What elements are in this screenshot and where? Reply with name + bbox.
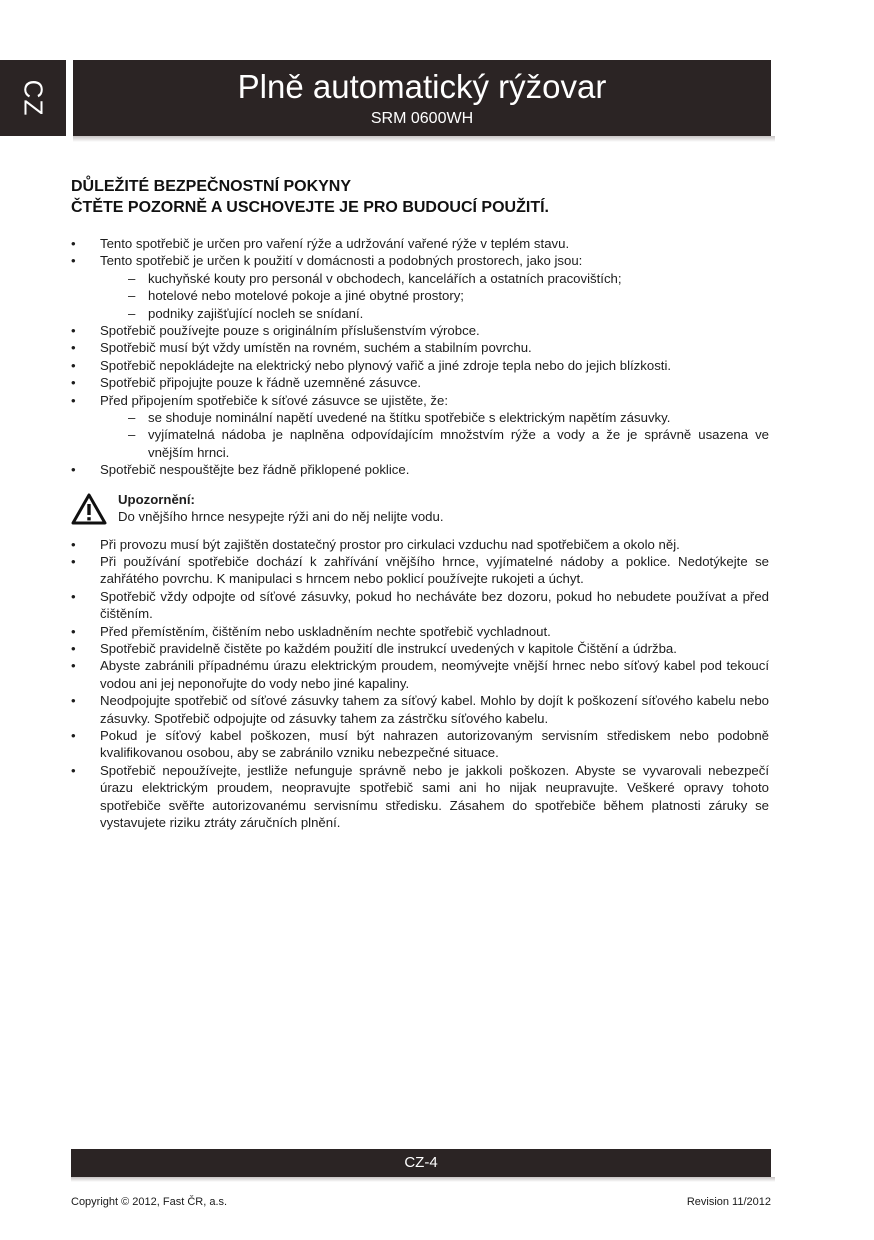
list-item-text: Před připojením spotřebiče k síťové zásuvce se ujistěte, že: — [100, 392, 448, 408]
headline-line-1: DŮLEŽITÉ BEZPEČNOSTNÍ POKYNY — [71, 178, 352, 195]
list-item: • Spotřebič používejte pouze s originálním příslušenstvím výrobce. — [71, 322, 769, 339]
page-title: Plně automatický rýžovar — [237, 68, 607, 105]
headline-line-2: ČTĚTE POZORNĚ A USCHOVEJTE JE PRO BUDOUCÍ POUŽITÍ. — [71, 199, 549, 216]
list-item: • Spotřebič pravidelně čistěte po každém použití dle instrukcí uvedených v kapitole Čištění a údržba. — [71, 640, 769, 657]
copyright-text: Copyright © 2012, Fast ČR, a.s. — [71, 1196, 228, 1208]
page-number: CZ-4 — [404, 1154, 438, 1171]
list-item: • Neodpojujte spotřebič od síťové zásuvky tahem za síťový kabel. Mohlo by dojít k poškození síťového kabelu nebo zásuvky. Spotřebič odpojujte od zásuvky tahem za zástrčku síťového kabelu. — [71, 692, 769, 727]
sub-list-item: – kuchyňské kouty pro personál v obchodech, kancelářích a ostatních pracovištích; — [100, 270, 769, 287]
list-item: • Spotřebič nespouštějte bez řádně přiklopené poklice. — [71, 461, 769, 478]
sub-list — [100, 270, 769, 322]
list-item — [71, 392, 769, 462]
list-item: • Při používání spotřebiče dochází k zahřívání vnějšího hrnce, vyjímatelné nádoby a poklice. Nedotýkejte se zahřátého povrchu. K manipulaci s hrncem nebo poklicí používejte rukojeti a úchyt. — [71, 553, 769, 588]
revision-text: Revision 11/2012 — [686, 1196, 771, 1208]
footer-shadow — [71, 1177, 775, 1182]
list-item: • Spotřebič nepoužívejte, jestliže nefunguje správně nebo je jakkoli poškozen. Abyste se vyvarovali nebezpečí úrazu elektrickým proudem, neopravujte spotřebič sami ani ho nijak neupravujte. Veškeré opravy tohoto spotřebiče svěřte autorizovanému servisnímu středisku. Zásahem do spotřebiče během platnosti záruky se vystavujete riziku ztráty záručních plnění. — [71, 762, 769, 832]
list-item: • Spotřebič připojujte pouze k řádně uzemněné zásuvce. — [71, 374, 769, 391]
sub-list — [100, 409, 769, 461]
sub-list-item: – podniky zajišťující nocleh se snídaní. — [100, 305, 769, 322]
warning-note — [71, 491, 769, 526]
warning-text: Do vnějšího hrnce nesypejte rýži ani do něj nelijte vodu. — [118, 509, 444, 525]
warning-triangle-icon — [71, 493, 107, 525]
list-item: • Při provozu musí být zajištěn dostatečný prostor pro cirkulaci vzduchu nad spotřebičem a okolo něj. — [71, 536, 769, 553]
language-code: CZ — [18, 79, 49, 117]
list-item: • Spotřebič musí být vždy umístěn na rovném, suchém a stabilním povrchu. — [71, 339, 769, 356]
list-item: • Pokud je síťový kabel poškozen, musí být nahrazen autorizovaným servisním střediskem nebo podobně kvalifikovanou osobou, aby se zabránilo vzniku nebezpečné situace. — [71, 727, 769, 762]
header-shadow — [73, 136, 775, 142]
safety-list-1 — [71, 235, 769, 479]
list-item: • Abyste zabránili případnému úrazu elektrickým proudem, neomývejte vnější hrnec nebo síťový kabel pod tekoucí vodou ani jej neponořujte do vody nebo jiné kapaliny. — [71, 657, 769, 692]
sub-list-item: – hotelové nebo motelové pokoje a jiné obytné prostory; — [100, 287, 769, 304]
instructions-content — [71, 235, 769, 831]
page-header — [73, 60, 771, 136]
list-item: • Tento spotřebič je určen pro vaření rýže a udržování vařené rýže v teplém stavu. — [71, 235, 769, 252]
list-item: • Před přemístěním, čištěním nebo uskladněním nechte spotřebič vychladnout. — [71, 623, 769, 640]
list-item-text: Tento spotřebič je určen k použití v domácnosti a podobných prostorech, jako jsou: — [100, 253, 583, 269]
sub-list-item: – se shoduje nominální napětí uvedené na štítku spotřebiče s elektrickým napětím zásuvky. — [100, 409, 769, 426]
language-tab — [0, 60, 66, 136]
list-item: • Spotřebič nepokládejte na elektrický nebo plynový vařič a jiné zdroje tepla nebo do jejich blízkosti. — [71, 357, 769, 374]
list-item — [71, 252, 769, 322]
list-item: • Spotřebič vždy odpojte od síťové zásuvky, pokud ho necháváte bez dozoru, pokud ho nebudete používat a před čištěním. — [71, 588, 769, 623]
page-number-bar — [71, 1149, 771, 1177]
safety-list-2 — [71, 536, 769, 832]
warning-title: Upozornění: — [118, 491, 195, 507]
sub-list-item: – vyjímatelná nádoba je naplněna odpovídajícím množstvím rýže a vody a že je správně usazena ve vnějším hrnci. — [100, 426, 769, 461]
safety-headline — [71, 176, 771, 218]
model-number: SRM 0600WH — [370, 110, 474, 127]
